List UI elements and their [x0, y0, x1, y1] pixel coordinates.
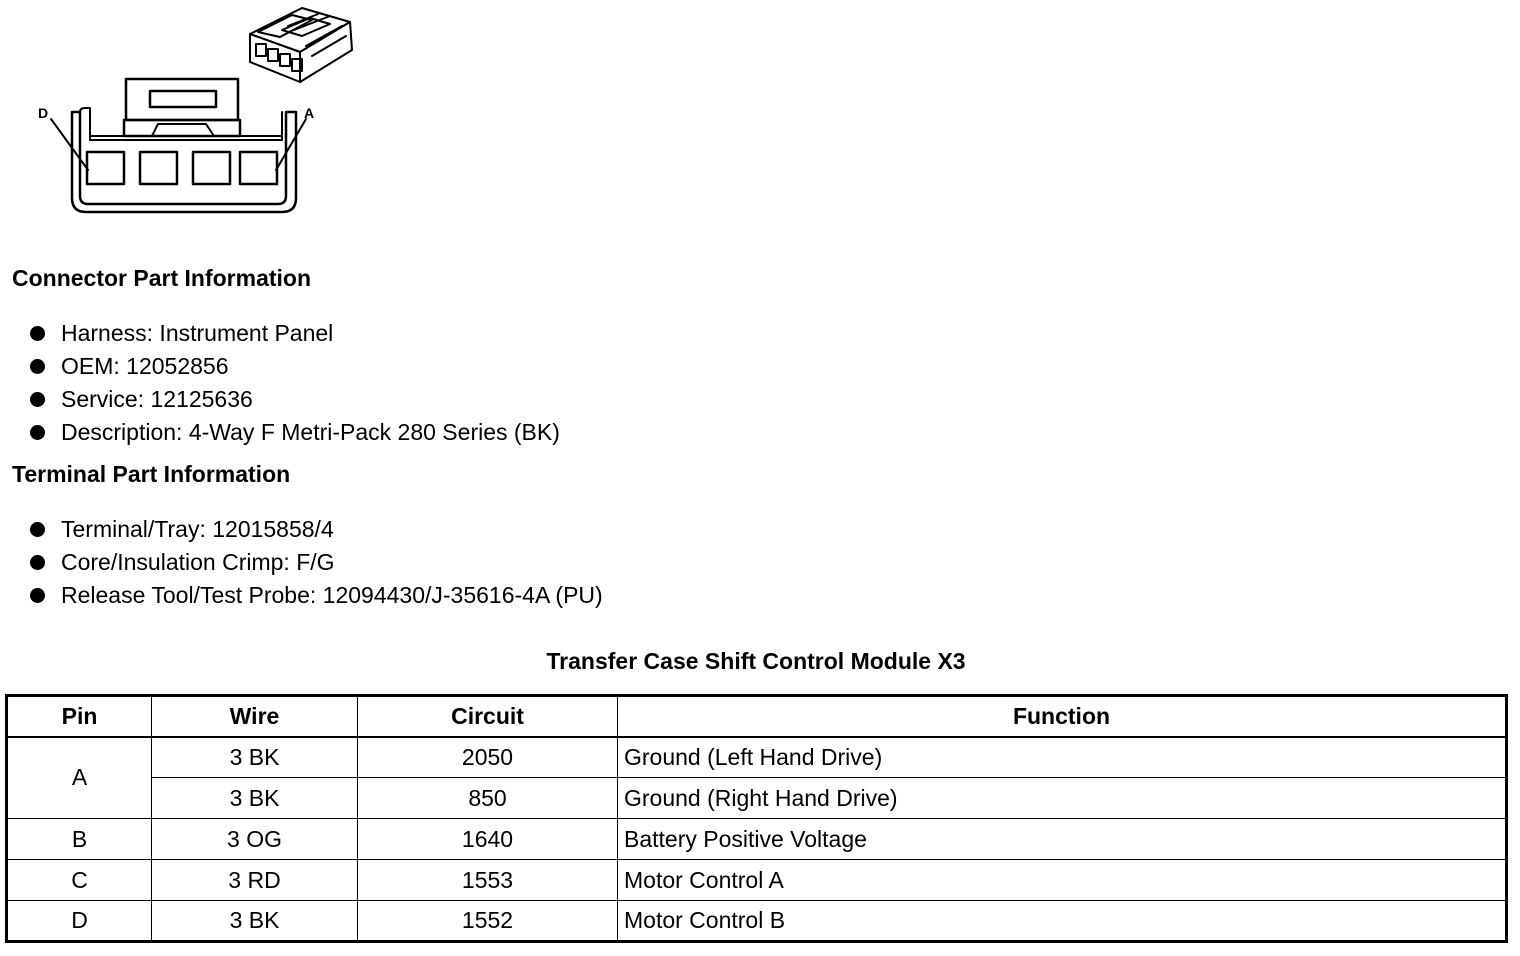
list-item: [30, 350, 560, 383]
table-row: [7, 819, 1507, 860]
column-header-pin: Pin: [7, 696, 152, 737]
bullet-icon: [30, 555, 45, 570]
table-row: [7, 860, 1507, 901]
bullet-icon: [30, 326, 45, 341]
cavity-d: [87, 152, 124, 184]
list-item: [30, 383, 560, 416]
cell-pin: D: [7, 901, 152, 942]
connector-cavities: [87, 152, 277, 184]
cell-wire: 3 BK: [152, 778, 358, 819]
cell-wire: 3 BK: [152, 901, 358, 942]
cell-circuit: 1552: [358, 901, 618, 942]
table-row: [7, 778, 1507, 819]
list-item: [30, 579, 603, 612]
table-row: [7, 901, 1507, 942]
cell-wire: 3 BK: [152, 737, 358, 778]
list-item: [30, 317, 560, 350]
cell-circuit: 1553: [358, 860, 618, 901]
bullet-icon: [30, 359, 45, 374]
cell-circuit: 850: [358, 778, 618, 819]
cavity-a: [240, 152, 277, 184]
cell-circuit: 2050: [358, 737, 618, 778]
cell-pin: B: [7, 819, 152, 860]
cell-function: Ground (Right Hand Drive): [618, 778, 1507, 819]
list-item-text: Description: 4-Way F Metri-Pack 280 Series (BK): [61, 419, 560, 445]
cell-wire: 3 OG: [152, 819, 358, 860]
list-item-text: Release Tool/Test Probe: 12094430/J-35616-4A (PU): [61, 582, 603, 608]
pin-label-a: A: [304, 105, 315, 121]
list-item-text: Harness: Instrument Panel: [61, 320, 334, 346]
cell-circuit: 1640: [358, 819, 618, 860]
cell-function: Motor Control B: [618, 901, 1507, 942]
list-item: [30, 416, 560, 449]
list-item-text: Service: 12125636: [61, 386, 253, 412]
pin-label-d: D: [38, 105, 49, 121]
connector-latch: [124, 79, 240, 136]
cavity-c: [140, 152, 177, 184]
cell-function: Battery Positive Voltage: [618, 819, 1507, 860]
leader-line-a: [276, 119, 306, 170]
bullet-icon: [30, 522, 45, 537]
leader-line-d: [51, 119, 88, 170]
cell-wire: 3 RD: [152, 860, 358, 901]
bullet-icon: [30, 588, 45, 603]
cell-function: Motor Control A: [618, 860, 1507, 901]
terminal-info-title: Terminal Part Information: [12, 461, 291, 487]
list-item-text: OEM: 12052856: [61, 353, 229, 379]
table-title: Transfer Case Shift Control Module X3: [546, 648, 966, 674]
table-row: [7, 737, 1507, 778]
list-item: [30, 546, 603, 579]
column-header-wire: Wire: [152, 696, 358, 737]
connector-info-title: Connector Part Information: [12, 265, 312, 291]
list-item-text: Core/Insulation Crimp: F/G: [61, 549, 335, 575]
list-item-text: Terminal/Tray: 12015858/4: [61, 516, 334, 542]
connector-diagram: [30, 0, 370, 225]
bullet-icon: [30, 425, 45, 440]
connector-info-list: [30, 317, 560, 449]
table-header-row: [7, 696, 1507, 737]
terminal-info-list: [30, 513, 603, 612]
column-header-circuit: Circuit: [358, 696, 618, 737]
pinout-table: [5, 694, 1508, 943]
column-header-function: Function: [618, 696, 1507, 737]
cell-function: Ground (Left Hand Drive): [618, 737, 1507, 778]
list-item: [30, 513, 603, 546]
cavity-b: [193, 152, 230, 184]
connector-3d-icon: [250, 8, 352, 82]
cell-pin: A: [7, 737, 152, 819]
cell-pin: C: [7, 860, 152, 901]
bullet-icon: [30, 392, 45, 407]
